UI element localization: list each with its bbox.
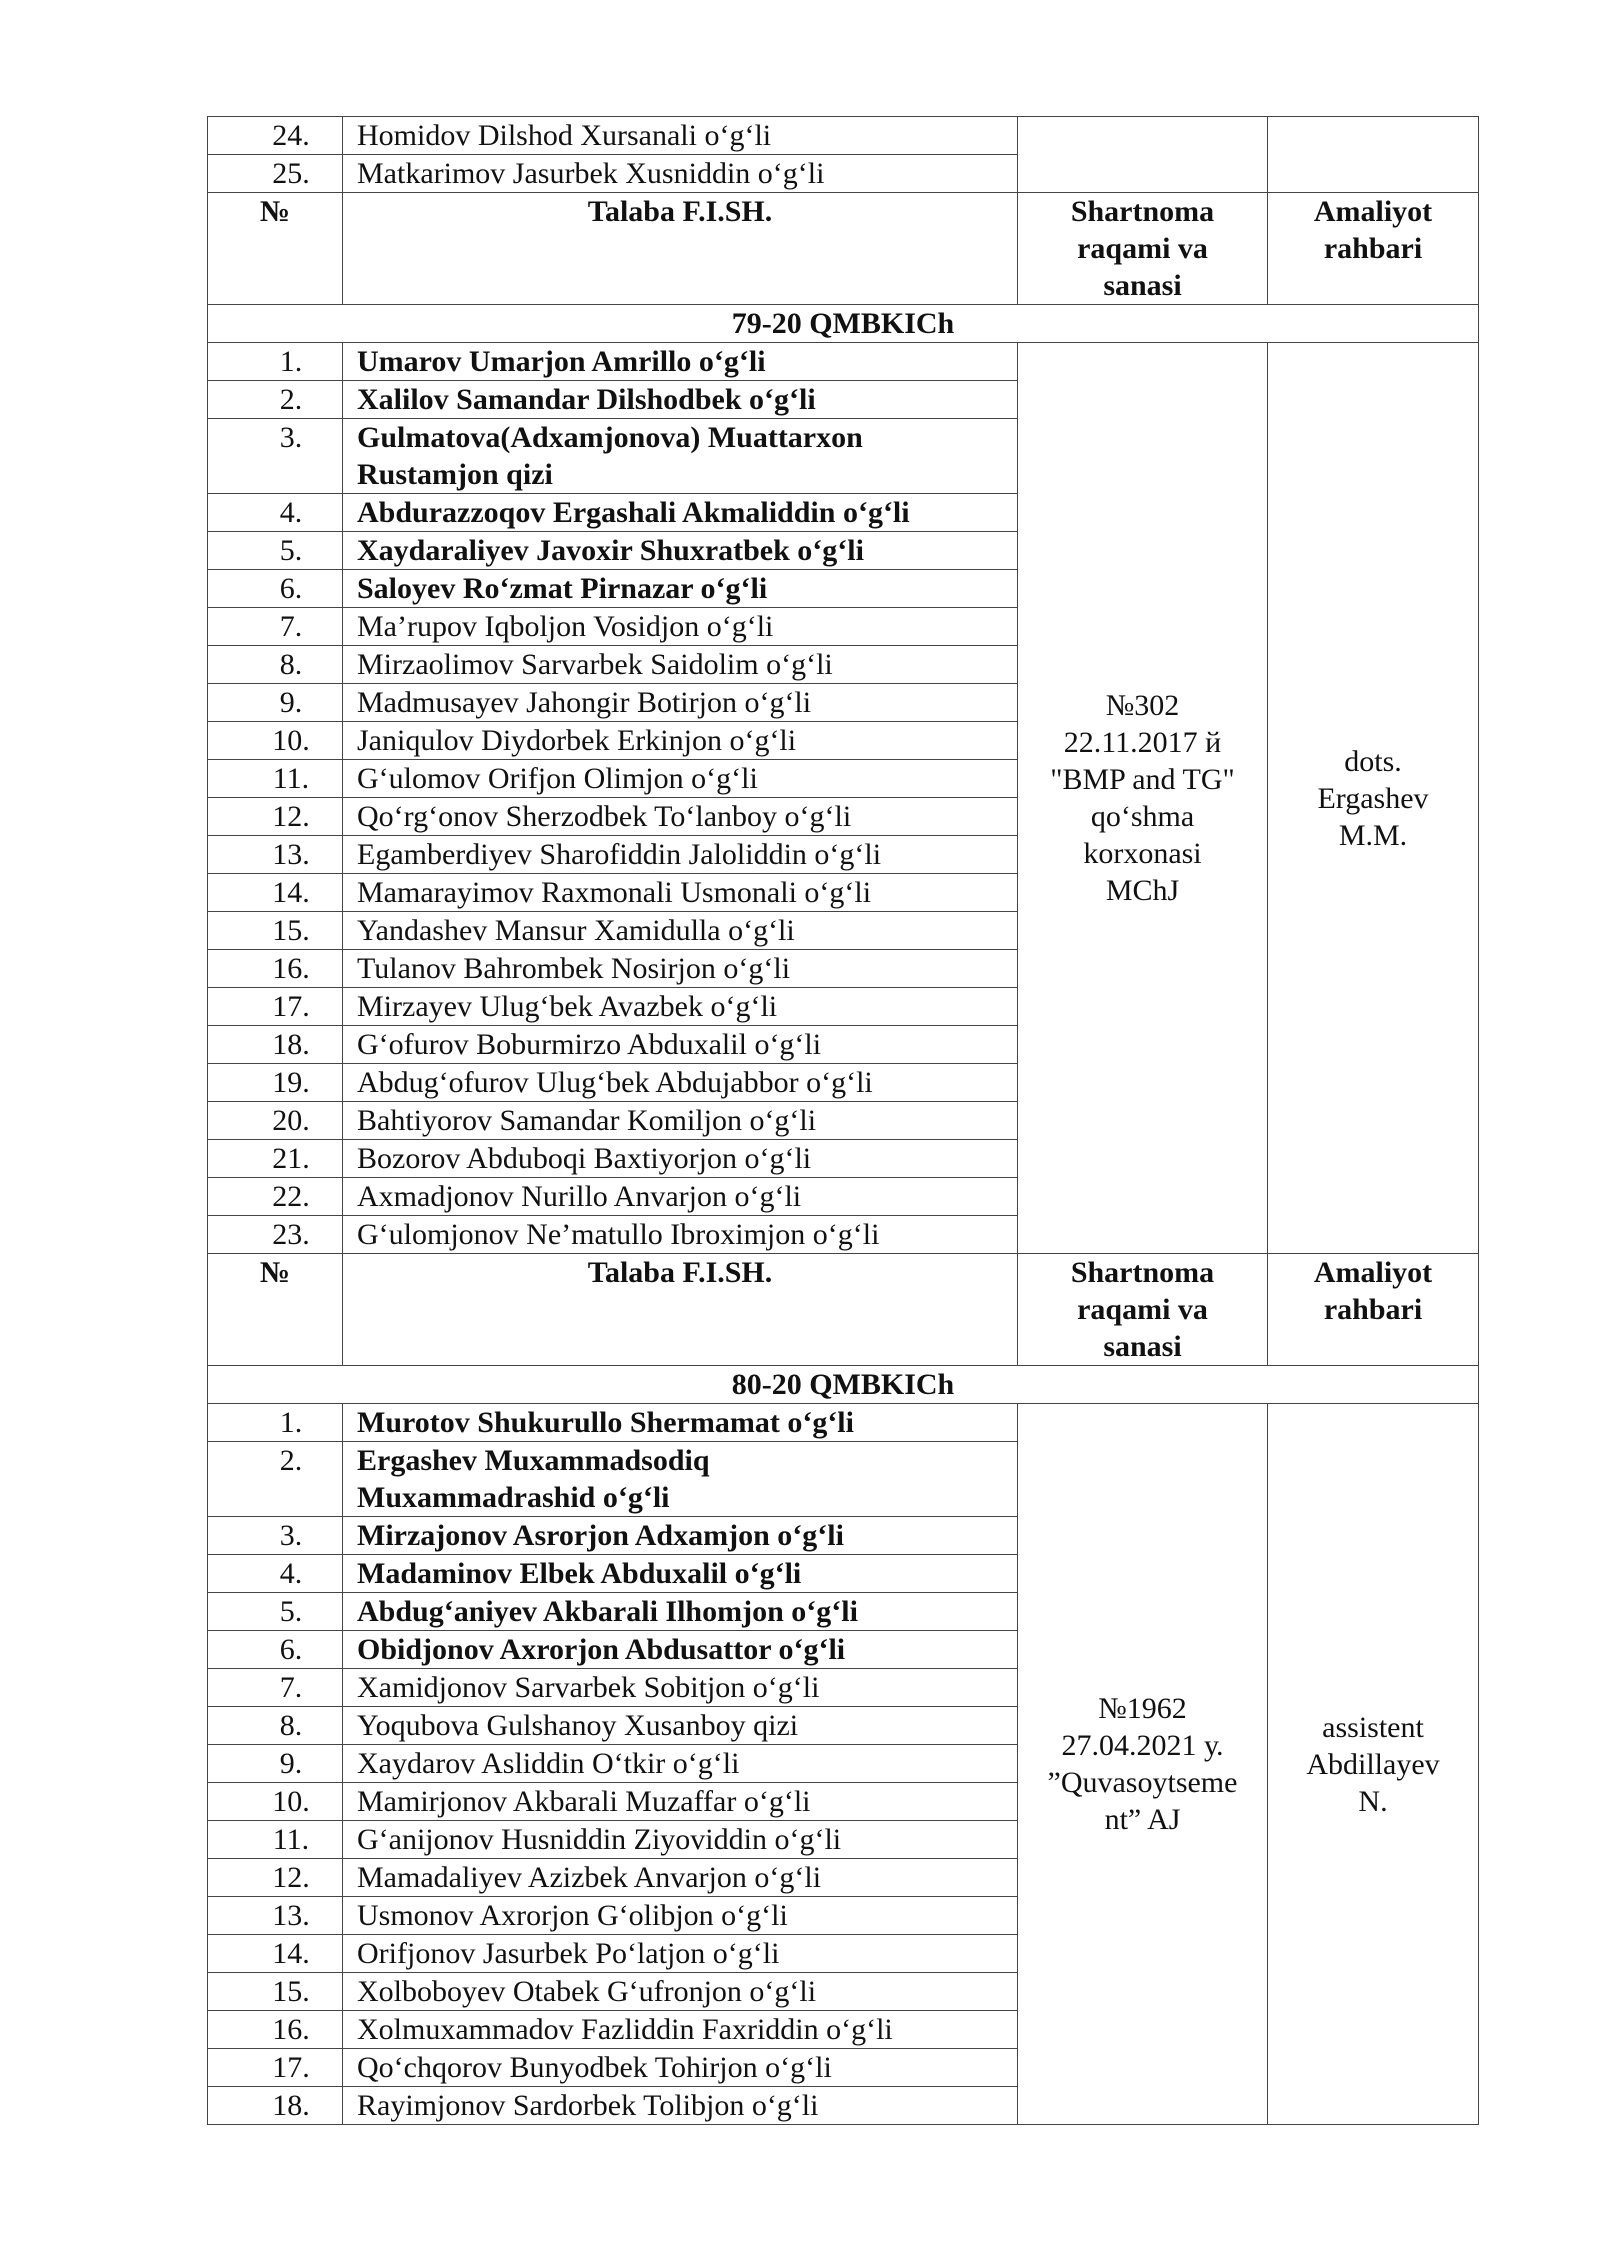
- student-name: Madaminov Elbek Abduxalil o‘g‘li: [343, 1555, 1018, 1593]
- student-name: Mirzayev Ulug‘bek Avazbek o‘g‘li: [343, 988, 1018, 1026]
- student-name: Rayimjonov Sardorbek Tolibjon o‘g‘li: [343, 2087, 1018, 2125]
- table-body: [208, 117, 1479, 2125]
- student-name: Ma’rupov Iqboljon Vosidjon o‘g‘li: [343, 608, 1018, 646]
- student-name: Mirzaolimov Sarvarbek Saidolim o‘g‘li: [343, 646, 1018, 684]
- row-number: 4.: [208, 1555, 343, 1593]
- row-number: 23.: [208, 1216, 343, 1254]
- student-name: Bozorov Abduboqi Baxtiyorjon o‘g‘li: [343, 1140, 1018, 1178]
- student-name: Mamadaliyev Azizbek Anvarjon o‘g‘li: [343, 1859, 1018, 1897]
- student-name: Xaydarov Asliddin O‘tkir o‘g‘li: [343, 1745, 1018, 1783]
- student-name: Mamirjonov Akbarali Muzaffar o‘g‘li: [343, 1783, 1018, 1821]
- row-number: 8.: [208, 1707, 343, 1745]
- row-number: 18.: [208, 2087, 343, 2125]
- contract-info: №1962 27.04.2021 у. ”Quvasoytseme nt” AJ: [1018, 1404, 1268, 2125]
- header-contract: Shartnoma raqami va sanasi: [1018, 193, 1268, 305]
- row-number: 24.: [208, 117, 343, 155]
- student-name: Xamidjonov Sarvarbek Sobitjon o‘g‘li: [343, 1669, 1018, 1707]
- row-number: 20.: [208, 1102, 343, 1140]
- row-number: 3.: [208, 1517, 343, 1555]
- row-number: 15.: [208, 912, 343, 950]
- student-name: Obidjonov Axrorjon Abdusattor o‘g‘li: [343, 1631, 1018, 1669]
- row-number: 12.: [208, 1859, 343, 1897]
- row-number: 6.: [208, 570, 343, 608]
- row-number: 9.: [208, 684, 343, 722]
- student-name: Homidov Dilshod Xursanali o‘g‘li: [343, 117, 1018, 155]
- student-name: Matkarimov Jasurbek Xusniddin o‘g‘li: [343, 155, 1018, 193]
- student-name: Xaydaraliyev Javoxir Shuxratbek o‘g‘li: [343, 532, 1018, 570]
- row-number: 5.: [208, 1593, 343, 1631]
- row-number: 1.: [208, 343, 343, 381]
- row-number: 15.: [208, 1973, 343, 2011]
- header-supervisor: Amaliyot rahbari: [1268, 1254, 1479, 1366]
- student-name: Yoqubova Gulshanoy Xusanboy qizi: [343, 1707, 1018, 1745]
- row-number: 13.: [208, 1897, 343, 1935]
- row-number: 14.: [208, 1935, 343, 1973]
- row-number: 18.: [208, 1026, 343, 1064]
- group-title-row: [208, 305, 1479, 343]
- student-name: Saloyev Ro‘zmat Pirnazar o‘g‘li: [343, 570, 1018, 608]
- header-supervisor: Amaliyot rahbari: [1268, 193, 1479, 305]
- student-name: Mirzajonov Asrorjon Adxamjon o‘g‘li: [343, 1517, 1018, 1555]
- student-name: G‘ulomjonov Ne’matullo Ibroximjon o‘g‘li: [343, 1216, 1018, 1254]
- group-title-row: [208, 1366, 1479, 1404]
- practice-supervisor: assistent Abdillayev N.: [1268, 1404, 1479, 2125]
- contract-cell: [1018, 117, 1268, 193]
- row-number: 8.: [208, 646, 343, 684]
- row-number: 7.: [208, 608, 343, 646]
- row-number: 9.: [208, 1745, 343, 1783]
- student-name: Murotov Shukurullo Shermamat o‘g‘li: [343, 1404, 1018, 1442]
- row-number: 6.: [208, 1631, 343, 1669]
- student-name: Ergashev Muxammadsodiq Muxammadrashid o‘g‘li: [343, 1442, 1018, 1517]
- row-number: 13.: [208, 836, 343, 874]
- student-name: Xolboboyev Otabek G‘ufronjon o‘g‘li: [343, 1973, 1018, 2011]
- table-header-row: [208, 193, 1479, 305]
- table-header-row: [208, 1254, 1479, 1366]
- student-name: Janiqulov Diydorbek Erkinjon o‘g‘li: [343, 722, 1018, 760]
- student-name: G‘anijonov Husniddin Ziyoviddin o‘g‘li: [343, 1821, 1018, 1859]
- header-student-name: Talaba F.I.SH.: [343, 1254, 1018, 1366]
- student-name: Qo‘chqorov Bunyodbek Tohirjon o‘g‘li: [343, 2049, 1018, 2087]
- students-table: [207, 116, 1479, 2125]
- student-name: Axmadjonov Nurillo Anvarjon o‘g‘li: [343, 1178, 1018, 1216]
- student-name: Bahtiyorov Samandar Komiljon o‘g‘li: [343, 1102, 1018, 1140]
- table-row: [208, 343, 1479, 381]
- student-name: Abdurazzoqov Ergashali Akmaliddin o‘g‘li: [343, 494, 1018, 532]
- student-name: Tulanov Bahrombek Nosirjon o‘g‘li: [343, 950, 1018, 988]
- student-name: Qo‘rg‘onov Sherzodbek To‘lanboy o‘g‘li: [343, 798, 1018, 836]
- row-number: 1.: [208, 1404, 343, 1442]
- row-number: 19.: [208, 1064, 343, 1102]
- header-contract: Shartnoma raqami va sanasi: [1018, 1254, 1268, 1366]
- row-number: 5.: [208, 532, 343, 570]
- header-number: №: [208, 1254, 343, 1366]
- student-name: Xalilov Samandar Dilshodbek o‘g‘li: [343, 381, 1018, 419]
- row-number: 12.: [208, 798, 343, 836]
- group-title: 79-20 QMBKICh: [208, 305, 1479, 343]
- student-name: Orifjonov Jasurbek Po‘latjon o‘g‘li: [343, 1935, 1018, 1973]
- student-name: Mamarayimov Raxmonali Usmonali o‘g‘li: [343, 874, 1018, 912]
- student-name: Gulmatova(Adxamjonova) Muattarxon Rustamjon qizi: [343, 419, 1018, 494]
- row-number: 11.: [208, 760, 343, 798]
- student-name: Abdug‘ofurov Ulug‘bek Abdujabbor o‘g‘li: [343, 1064, 1018, 1102]
- row-number: 16.: [208, 2011, 343, 2049]
- supervisor-cell: [1268, 117, 1479, 193]
- row-number: 2.: [208, 1442, 343, 1517]
- student-name: Umarov Umarjon Amrillo o‘g‘li: [343, 343, 1018, 381]
- practice-supervisor: dots. Ergashev M.M.: [1268, 343, 1479, 1254]
- student-name: Xolmuxammadov Fazliddin Faxriddin o‘g‘li: [343, 2011, 1018, 2049]
- row-number: 17.: [208, 988, 343, 1026]
- row-number: 16.: [208, 950, 343, 988]
- header-student-name: Talaba F.I.SH.: [343, 193, 1018, 305]
- table-row: [208, 1404, 1479, 1442]
- student-name: G‘ulomov Orifjon Olimjon o‘g‘li: [343, 760, 1018, 798]
- table-row: [208, 117, 1479, 155]
- student-name: Abdug‘aniyev Akbarali Ilhomjon o‘g‘li: [343, 1593, 1018, 1631]
- student-name: G‘ofurov Boburmirzo Abduxalil o‘g‘li: [343, 1026, 1018, 1064]
- student-name: Usmonov Axrorjon G‘olibjon o‘g‘li: [343, 1897, 1018, 1935]
- row-number: 22.: [208, 1178, 343, 1216]
- student-name: Madmusayev Jahongir Botirjon o‘g‘li: [343, 684, 1018, 722]
- row-number: 3.: [208, 419, 343, 494]
- student-name: Yandashev Mansur Xamidulla o‘g‘li: [343, 912, 1018, 950]
- student-name: Egamberdiyev Sharofiddin Jaloliddin o‘g‘li: [343, 836, 1018, 874]
- row-number: 10.: [208, 1783, 343, 1821]
- row-number: 7.: [208, 1669, 343, 1707]
- header-number: №: [208, 193, 343, 305]
- row-number: 17.: [208, 2049, 343, 2087]
- row-number: 21.: [208, 1140, 343, 1178]
- row-number: 14.: [208, 874, 343, 912]
- row-number: 25.: [208, 155, 343, 193]
- row-number: 10.: [208, 722, 343, 760]
- row-number: 2.: [208, 381, 343, 419]
- group-title: 80-20 QMBKICh: [208, 1366, 1479, 1404]
- row-number: 11.: [208, 1821, 343, 1859]
- contract-info: №302 22.11.2017 й "BMP and TG" qo‘shma korxonasi MChJ: [1018, 343, 1268, 1254]
- row-number: 4.: [208, 494, 343, 532]
